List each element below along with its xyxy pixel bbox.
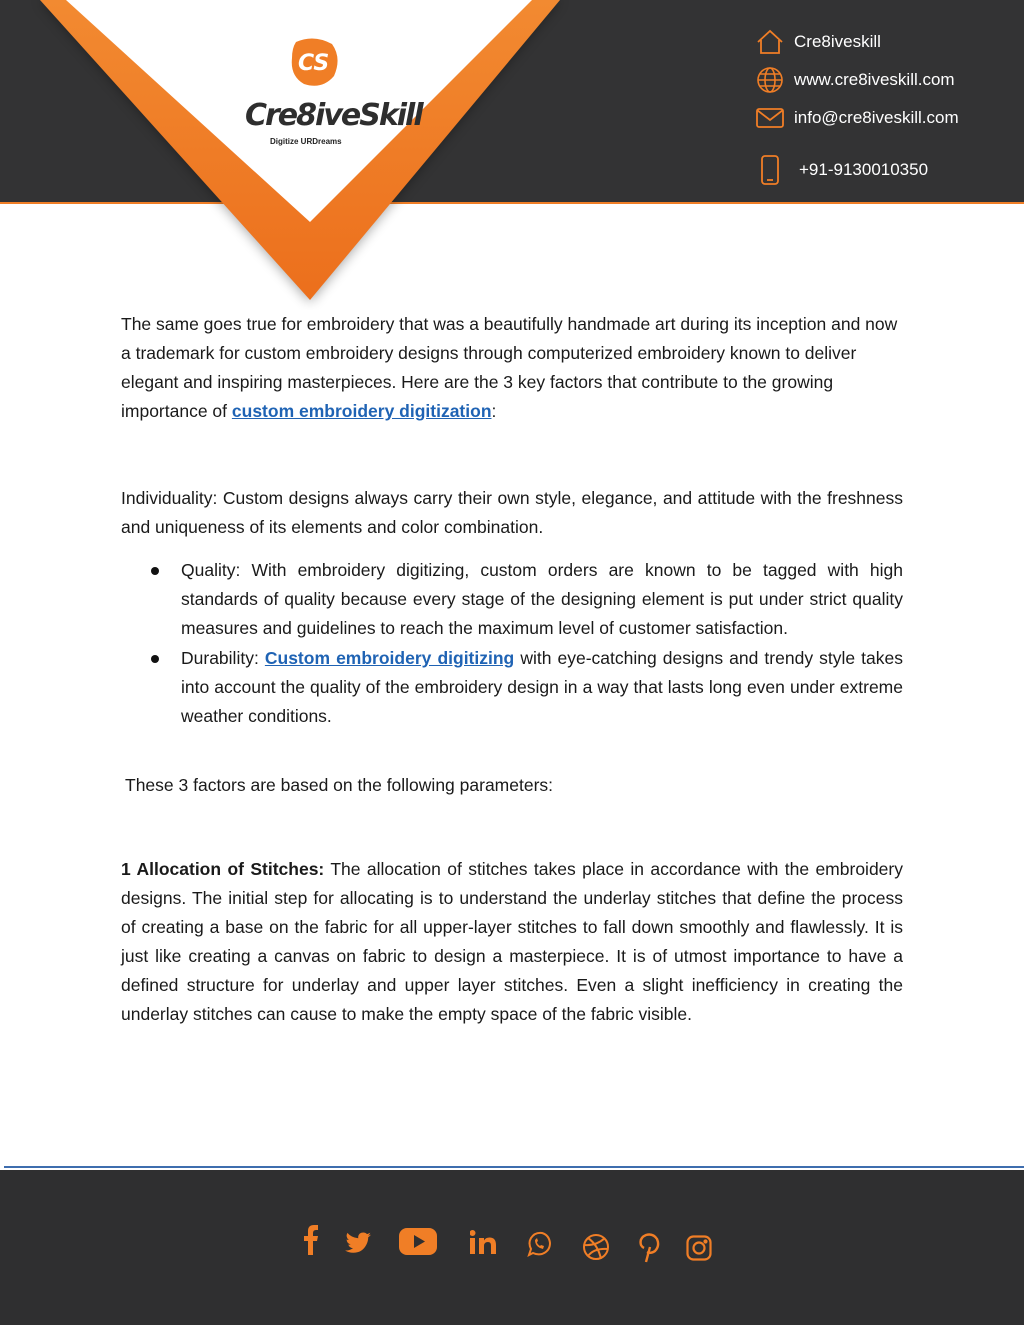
durability-prefix: Durability: <box>181 648 265 668</box>
bullet-icon <box>151 567 159 575</box>
contact-email-text: info@cre8iveskill.com <box>794 108 959 127</box>
home-icon <box>755 27 785 57</box>
contact-email[interactable] <box>755 102 959 134</box>
factors-list <box>150 556 903 731</box>
whatsapp-icon[interactable] <box>526 1231 552 1257</box>
custom-embroidery-digitizing-link[interactable]: Custom embroidery digitizing <box>264 648 515 668</box>
contact-website[interactable] <box>755 64 955 96</box>
list-item-quality <box>150 556 903 643</box>
pinterest-icon[interactable] <box>639 1233 661 1263</box>
contact-home-text: Cre8iveskill <box>794 32 881 51</box>
logo-wordmark: Cre8iveSkill <box>245 98 422 133</box>
logo-monogram-icon <box>288 36 340 88</box>
logo-tagline: Digitize URDreams <box>270 137 342 146</box>
contact-home[interactable] <box>755 26 881 58</box>
linkedin-icon[interactable] <box>470 1230 496 1254</box>
contact-website-text: www.cre8iveskill.com <box>794 70 955 89</box>
contact-phone-text: +91-9130010350 <box>799 160 929 179</box>
individuality-paragraph: Individuality: Custom designs always carry their own style, elegance, and attitude with the freshness and uniqueness of its elements and color combination. <box>121 488 903 537</box>
facebook-icon[interactable] <box>303 1225 319 1255</box>
instagram-icon[interactable] <box>686 1235 712 1261</box>
contact-phone[interactable] <box>755 154 928 186</box>
intro-paragraph <box>121 310 903 426</box>
phone-icon <box>755 155 785 185</box>
twitter-icon[interactable] <box>345 1232 371 1254</box>
allocation-text: The allocation of stitches takes place in accordance with the embroidery designs. The initial step for allocating is to understand the underlay stitches that define the process of creating a base on the fabric for all upper-layer stitches to fall down smoothly and flawlessly. It is just like creating a canvas on fabric to design a masterpiece. It is of utmost importance to have a defined structure for underlay and upper layer stitches. Even a slight inefficiency in creating the underlay stitches can cause to make the empty space of the fabric visible. <box>121 859 903 1024</box>
durability-rest: with eye-catching designs and trendy style takes into account the quality of the embroidery design in a way that lasts long even under extreme weather conditions. <box>181 648 904 726</box>
intro-after: : <box>491 401 497 421</box>
logo-monogram-text: CS <box>298 51 330 76</box>
youtube-icon[interactable] <box>399 1228 437 1255</box>
footer-divider <box>4 1166 1024 1168</box>
mail-icon <box>755 103 785 133</box>
globe-icon <box>755 65 785 95</box>
list-item-durability <box>150 644 903 731</box>
custom-embroidery-digitization-link[interactable]: custom embroidery digitization <box>231 401 492 421</box>
dribbble-icon[interactable] <box>582 1233 610 1261</box>
quality-text: Quality: With embroidery digitizing, custom orders are known to be tagged with high standards of quality because every stage of the designing element is put under strict quality measures and guidelines to reach the maximum level of customer satisfaction. <box>181 560 903 638</box>
factors-line: These 3 factors are based on the following parameters: <box>125 775 554 795</box>
bullet-icon <box>151 655 159 663</box>
footer-bar <box>0 1170 1024 1325</box>
intro-text: The same goes true for embroidery that was a beautifully handmade art during its inception and now a trademark for custom embroidery designs through computerized embroidery known to deliver elegant and inspiring masterpieces. Here are the 3 key factors that contribute to the growing importance of <box>121 314 898 421</box>
allocation-heading: 1 Allocation of Stitches: <box>121 859 325 879</box>
allocation-paragraph <box>121 855 903 1029</box>
